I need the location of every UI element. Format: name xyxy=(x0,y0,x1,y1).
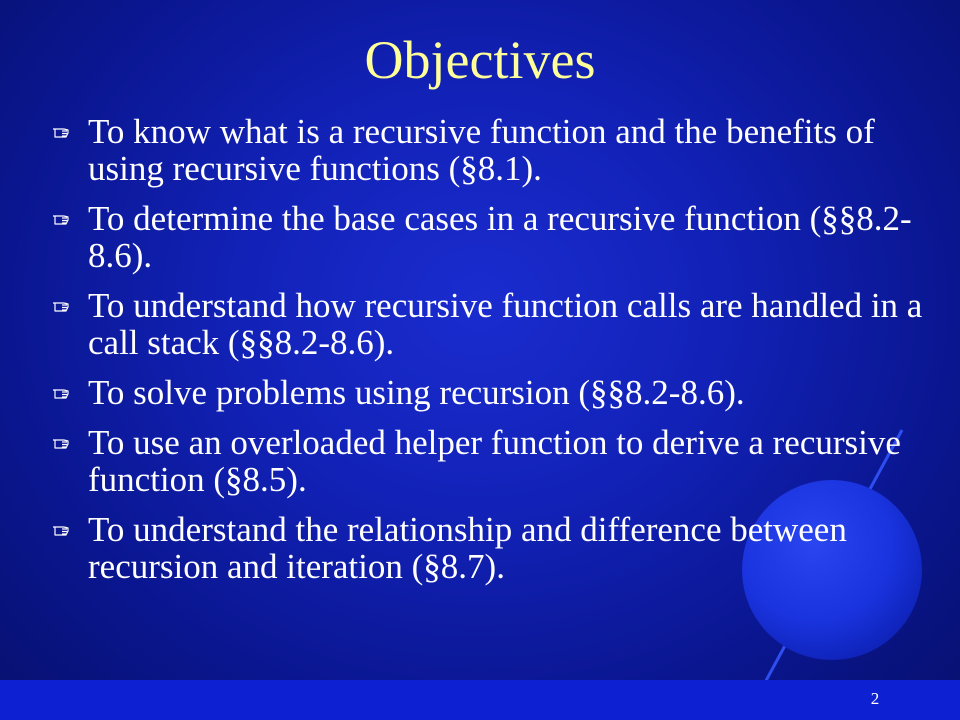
pointing-hand-icon xyxy=(52,209,74,227)
bullet-text: To understand the relationship and difference between recursion and iteration (§8.7). xyxy=(88,510,847,586)
bullet-text: To understand how recursive function calls are handled in a call stack (§§8.2-8.6). xyxy=(88,286,923,362)
pointing-hand-icon xyxy=(52,520,74,538)
pointing-hand-icon xyxy=(52,433,74,451)
list-item xyxy=(52,287,932,361)
bullet-text: To determine the base cases in a recursive function (§§8.2-8.6). xyxy=(88,199,912,275)
list-item xyxy=(52,374,932,411)
page-number: 2 xyxy=(870,689,880,708)
objectives-list xyxy=(52,113,932,598)
bullet-text: To use an overloaded helper function to derive a recursive function (§8.5). xyxy=(88,423,901,499)
bullet-text: To know what is a recursive function and the benefits of using recursive functions (§8.1). xyxy=(88,112,875,188)
footer-bar xyxy=(0,680,960,720)
pointing-hand-icon xyxy=(52,122,74,140)
bullet-text: To solve problems using recursion (§§8.2-8.6). xyxy=(88,373,745,412)
pointing-hand-icon xyxy=(52,296,74,314)
list-item xyxy=(52,511,932,585)
list-item xyxy=(52,113,932,187)
list-item xyxy=(52,424,932,498)
pointing-hand-icon xyxy=(52,383,74,401)
slide-title: Objectives xyxy=(364,30,596,90)
list-item xyxy=(52,200,932,274)
